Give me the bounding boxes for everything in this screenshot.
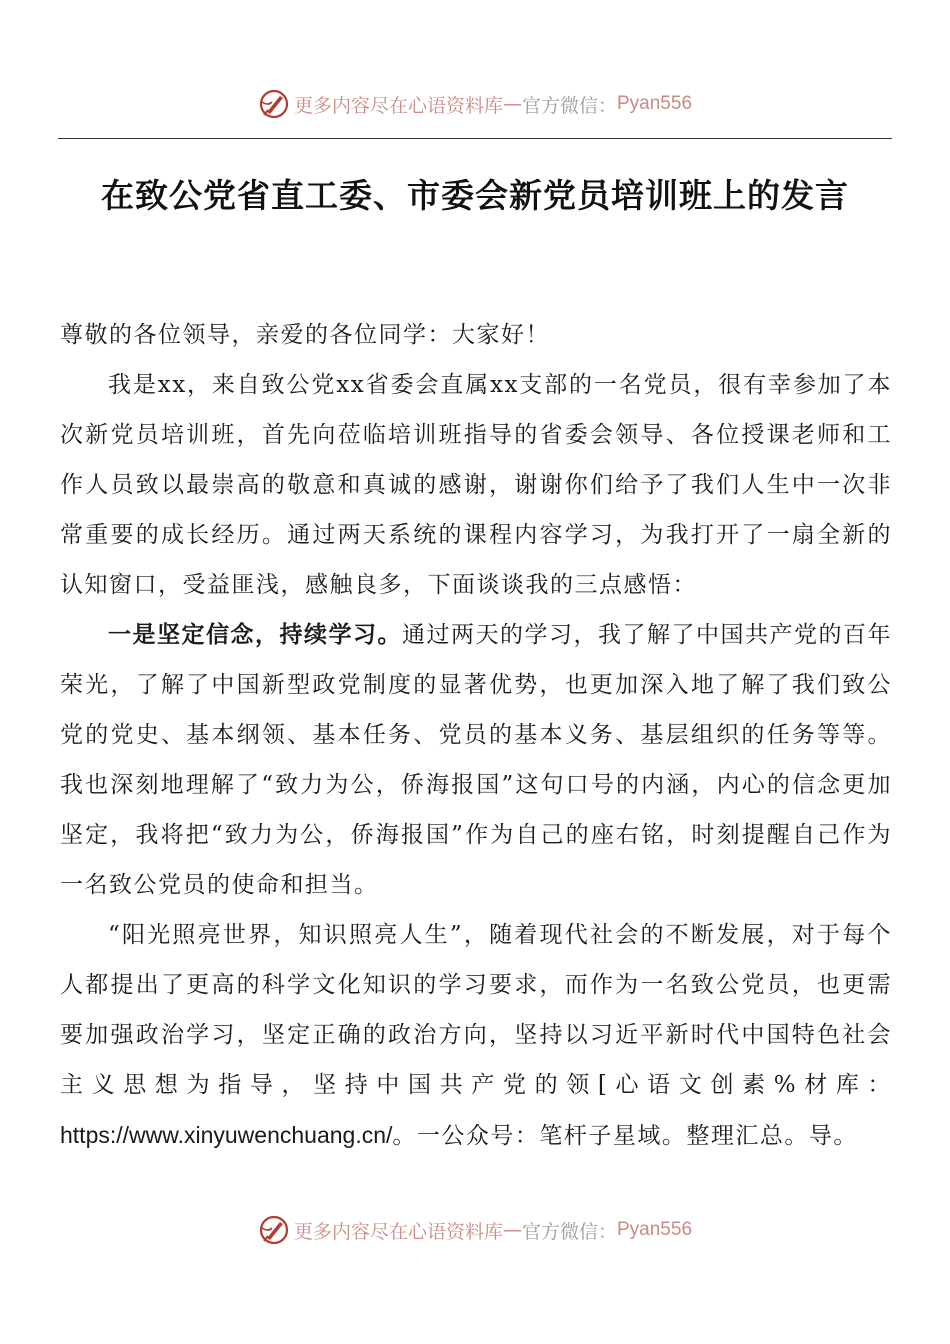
banner-wechat-id: Pyan556 <box>617 1219 693 1240</box>
banner-main-text: 更多内容尽在心语资料库 <box>293 1220 503 1243</box>
banner-separator: — <box>502 93 522 115</box>
banner-separator: — <box>502 1219 522 1241</box>
banner-official-label: 官方微信： <box>521 1220 617 1243</box>
header-banner <box>0 84 950 124</box>
quill-pen-logo-icon <box>258 88 290 120</box>
paragraph-three <box>60 910 892 1161</box>
header-divider <box>58 138 892 139</box>
paragraph-point-one <box>60 610 892 910</box>
banner-official-label: 官方微信： <box>521 94 617 117</box>
point-one-heading: 一是坚定信念，持续学习。 <box>108 621 402 648</box>
paragraph-three-text: “阳光照亮世界，知识照亮人生”，随着现代社会的不断发展，对于每个人都提出了更高的科学文化知识的学习要求，而作为一名致公党员，也更需要加强政治学习，坚定正确的政治方向，坚持以习近平新时代中国特色社会主义思想为指导，坚持中国共产党的领[心语文创素%材库： <box>60 922 892 1098</box>
footer-banner <box>0 1210 950 1250</box>
document-body <box>60 310 892 1161</box>
paragraph-intro: 我是xx，来自致公党xx省委会直属xx支部的一名党员，很有幸参加了本次新党员培训班，首先向莅临培训班指导的省委会领导、各位授课老师和工作人员致以最崇高的敬意和真诚的感谢，谢谢你们给予了我们人生中一次非常重要的成长经历。通过两天系统的课程内容学习，为我打开了一扇全新的认知窗口，受益匪浅，感触良多，下面谈谈我的三点感悟： <box>60 372 892 598</box>
source-url-link[interactable]: https://www.xinyuwenchuang.cn/ <box>60 1122 393 1148</box>
banner-wechat-id: Pyan556 <box>617 93 693 114</box>
greeting: 尊敬的各位领导，亲爱的各位同学：大家好！ <box>60 322 550 348</box>
banner-main-text: 更多内容尽在心语资料库 <box>293 94 503 117</box>
paragraph-three-tail: 。一公众号：笔杆子星域。整理汇总。导。 <box>392 1123 858 1149</box>
quill-pen-logo-icon <box>258 1214 290 1246</box>
point-one-text: 通过两天的学习，我了解了中国共产党的百年荣光，了解了中国新型政党制度的显著优势，也更加深入地了解了我们致公党的党史、基本纲领、基本任务、党员的基本义务、基层组织的任务等等。我也深刻地理解了“致力为公，侨海报国”这句口号的内涵，内心的信念更加坚定，我将把“致力为公，侨海报国”作为自己的座右铭，时刻提醒自己作为一名致公党员的使命和担当。 <box>60 622 892 898</box>
document-title: 在致公党省直工委、市委会新党员培训班上的发言 <box>101 176 849 215</box>
